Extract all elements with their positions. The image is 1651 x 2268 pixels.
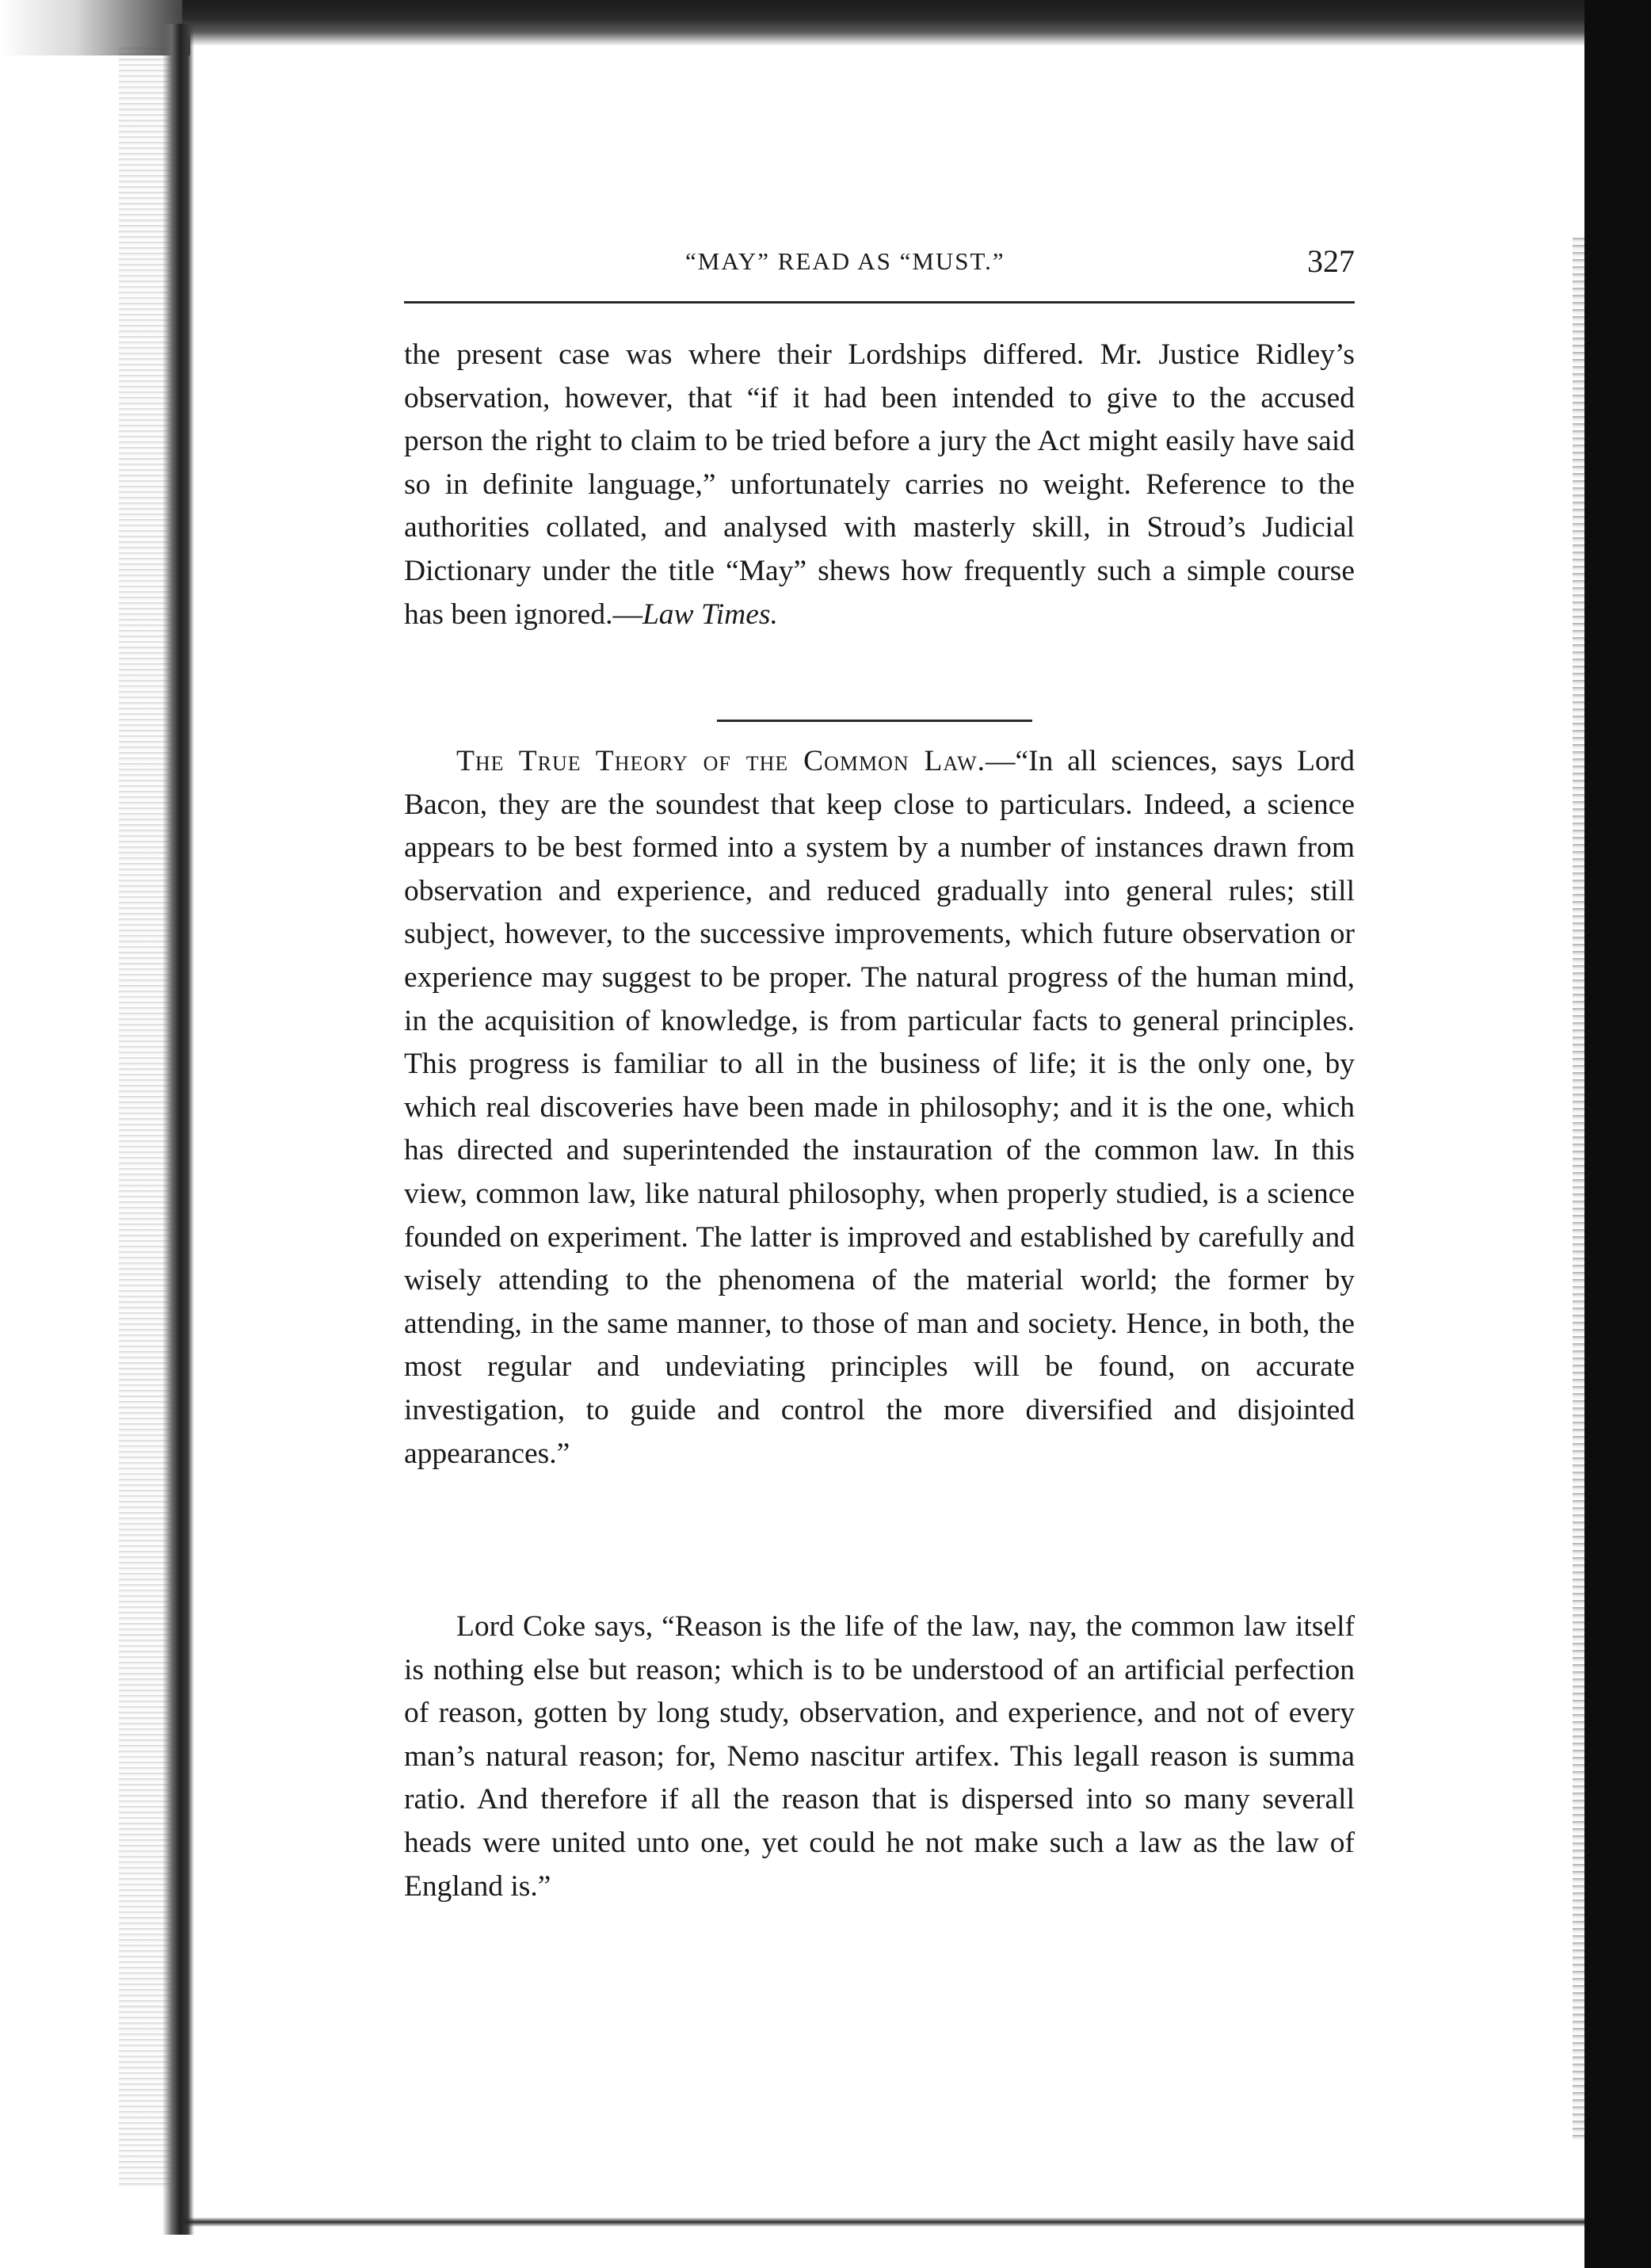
section-divider xyxy=(717,720,1032,722)
header-rule xyxy=(404,301,1355,304)
running-title: “MAY” READ AS “MUST.” xyxy=(685,247,1005,275)
scan-shadow-right xyxy=(1584,0,1651,2268)
paragraph-1-text: the present case was where their Lordships differed. Mr. Justice Ridley’s observation, however, that “if it had been intended to give to the accused person the right to claim to be tried before a jury the Act might easily have said so in definite language,” unfortunately carries no weight. Reference to the authorities collated, and analysed with masterly skill, in Stroud’s Judicial Dictionary under the title “May” shews how frequently such a simple course has been ignored.— xyxy=(404,338,1355,631)
paragraph-1 xyxy=(404,334,1355,636)
scan-shadow-bottom xyxy=(182,2217,1584,2227)
section-heading: The True Theory of the Common Law. xyxy=(456,745,986,777)
paragraph-2-text: —“In all sciences, says Lord Bacon, they are the soundest that keep close to particulars. Indeed, a science appears to be best formed into a system by a number of instances drawn from observation and experience, and reduced gradually into general rules; still subject, however, to the successive improvements, which future observation or experience may suggest to be proper. The natural progress of the human mind, in the acquisition of knowledge, is from particular facts to general principles. This progress is familiar to all in the business of life; it is the only one, by which real discoveries have been made in philosophy; and it is the one, which has directed and superintended the instauration of the common law. In this view, common law, like natural philosophy, when properly studied, is a science founded on experiment. The latter is improved and established by carefully and wisely attending to the phenomena of the material world; the former by attending, in the same manner, to those of man and society. Hence, in both, the most regular and undeviating principles will be found, on accurate investigation, to guide and control the more diversified and disjointed appearances.” xyxy=(404,745,1355,1470)
page-number: 327 xyxy=(1307,243,1355,279)
paragraph-3: Lord Coke says, “Reason is the life of the law, nay, the common law itself is nothing else but reason; which is to be understood of an artificial perfection of reason, gotten by long study, observation, and experience, and not of every man’s natural reason; for, Nemo nascitur artifex. This legall reason is summa ratio. And therefore if all the reason that is dispersed into so many severall heads were united unto one, yet could he not make such a law as the law of England is.” xyxy=(404,1610,1355,1903)
scan-shadow-left xyxy=(162,24,194,2235)
paragraph-1-source: Law Times. xyxy=(642,598,778,631)
paragraph-2 xyxy=(404,740,1355,1476)
running-head xyxy=(396,243,1355,287)
scan-shadow-top xyxy=(182,0,1584,46)
